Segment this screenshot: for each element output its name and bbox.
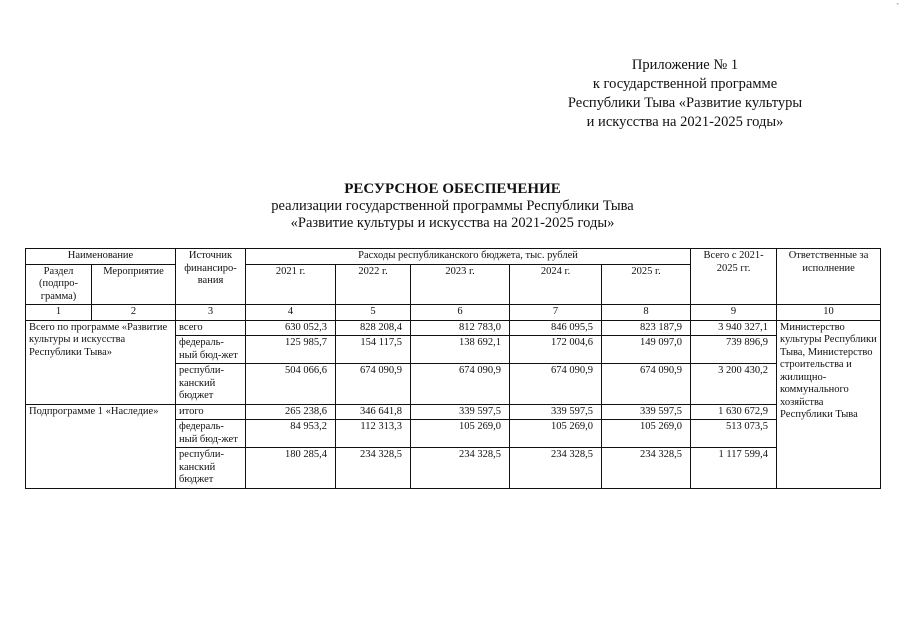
expense-value-cell: 234 328,5 — [336, 448, 411, 489]
header-responsible: Ответственные за исполнение — [777, 249, 881, 305]
total-value-cell: 1 630 672,9 — [691, 404, 777, 420]
total-value-cell: 513 073,5 — [691, 420, 777, 448]
col-number: 1 — [26, 305, 92, 321]
program-name-cell: Всего по программе «Развитие культуры и искусства Республики Тыва» — [26, 320, 176, 404]
appendix-note — [535, 56, 835, 132]
expense-value-cell: 823 187,9 — [602, 320, 691, 336]
expense-value-cell: 105 269,0 — [411, 420, 510, 448]
expense-value-cell: 504 066,6 — [246, 364, 336, 405]
expense-value-cell: 125 985,7 — [246, 336, 336, 364]
appendix-line-4: и искусства на 2021-2025 годы» — [586, 114, 784, 130]
document-subtitle-line-1: реализации государственной программы Республики Тыва — [271, 198, 634, 214]
scan-mark: ˆ — [896, 2, 899, 11]
appendix-line-3: Республики Тыва «Развитие культуры — [567, 95, 803, 111]
expense-value-cell: 674 090,9 — [411, 364, 510, 405]
col-number: 10 — [777, 305, 881, 321]
col-number: 7 — [510, 305, 602, 321]
header-year-2022: 2022 г. — [336, 264, 411, 305]
header-year-2023: 2023 г. — [411, 264, 510, 305]
col-number: 8 — [602, 305, 691, 321]
funding-source-cell: всего — [176, 320, 246, 336]
expense-value-cell: 112 313,3 — [336, 420, 411, 448]
expense-value-cell: 149 097,0 — [602, 336, 691, 364]
header-year-2021: 2021 г. — [246, 264, 336, 305]
header-year-2025: 2025 г. — [602, 264, 691, 305]
expense-value-cell: 630 052,3 — [246, 320, 336, 336]
header-activity: Мероприятие — [92, 264, 176, 305]
document-subtitle-line-2: «Развитие культуры и искусства на 2021-2025 годы» — [290, 215, 615, 231]
header-name: Наименование — [26, 249, 176, 265]
resource-table — [25, 248, 881, 489]
appendix-line-2: к государственной программе — [592, 76, 778, 92]
expense-value-cell: 172 004,6 — [510, 336, 602, 364]
header-expenses: Расходы республиканского бюджета, тыс. рублей — [246, 249, 691, 265]
table-row — [26, 404, 881, 420]
header-row-1 — [26, 249, 881, 265]
expense-value-cell: 828 208,4 — [336, 320, 411, 336]
expense-value-cell: 180 285,4 — [246, 448, 336, 489]
expense-value-cell: 154 117,5 — [336, 336, 411, 364]
expense-value-cell: 105 269,0 — [602, 420, 691, 448]
appendix-line-1: Приложение № 1 — [631, 57, 739, 73]
total-value-cell: 3 200 430,2 — [691, 364, 777, 405]
col-number: 4 — [246, 305, 336, 321]
expense-value-cell: 846 095,5 — [510, 320, 602, 336]
funding-source-cell: федераль-ный бюд-жет — [176, 336, 246, 364]
funding-source-cell: итого — [176, 404, 246, 420]
responsible-cell: Министерство культуры Республики Тыва, Министерство строительства и жилищно-коммунального хозяйства Республики Тыва — [777, 320, 881, 488]
funding-source-cell: федераль-ный бюд-жет — [176, 420, 246, 448]
col-number: 6 — [411, 305, 510, 321]
header-year-2024: 2024 г. — [510, 264, 602, 305]
table-body — [26, 249, 881, 489]
expense-value-cell: 234 328,5 — [411, 448, 510, 489]
expense-value-cell: 234 328,5 — [510, 448, 602, 489]
expense-value-cell: 234 328,5 — [602, 448, 691, 489]
table-row — [26, 320, 881, 336]
expense-value-cell: 339 597,5 — [602, 404, 691, 420]
expense-value-cell: 346 641,8 — [336, 404, 411, 420]
funding-source-cell: республи-канский бюджет — [176, 364, 246, 405]
expense-value-cell: 674 090,9 — [602, 364, 691, 405]
expense-value-cell: 339 597,5 — [510, 404, 602, 420]
col-number: 9 — [691, 305, 777, 321]
expense-value-cell: 674 090,9 — [510, 364, 602, 405]
funding-source-cell: республи-канский бюджет — [176, 448, 246, 489]
header-source: Источник финансиро-вания — [176, 249, 246, 305]
column-number-row — [26, 305, 881, 321]
expense-value-cell: 812 783,0 — [411, 320, 510, 336]
col-number: 3 — [176, 305, 246, 321]
total-value-cell: 739 896,9 — [691, 336, 777, 364]
expense-value-cell: 265 238,6 — [246, 404, 336, 420]
expense-value-cell: 138 692,1 — [411, 336, 510, 364]
col-number: 2 — [92, 305, 176, 321]
header-total: Всего с 2021-2025 гг. — [691, 249, 777, 305]
header-section: Раздел (подпро-грамма) — [26, 264, 92, 305]
total-value-cell: 3 940 327,1 — [691, 320, 777, 336]
document-title: РЕСУРСНОЕ ОБЕСПЕЧЕНИЕ — [344, 181, 561, 197]
col-number: 5 — [336, 305, 411, 321]
expense-value-cell: 339 597,5 — [411, 404, 510, 420]
total-value-cell: 1 117 599,4 — [691, 448, 777, 489]
expense-value-cell: 84 953,2 — [246, 420, 336, 448]
expense-value-cell: 674 090,9 — [336, 364, 411, 405]
program-name-cell: Подпрограмме 1 «Наследие» — [26, 404, 176, 488]
document-heading — [0, 180, 905, 232]
expense-value-cell: 105 269,0 — [510, 420, 602, 448]
